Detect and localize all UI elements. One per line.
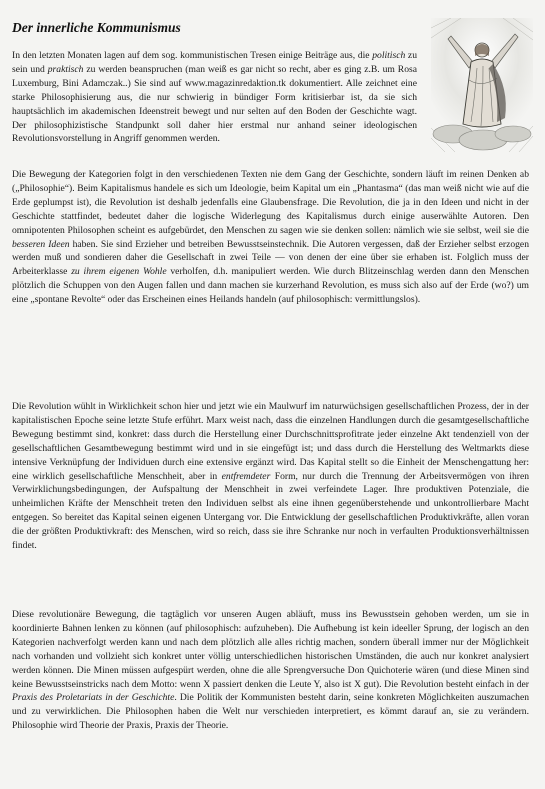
emphasis-besseren-ideen: besseren Ideen bbox=[12, 238, 70, 250]
paragraph-intro bbox=[12, 49, 417, 146]
text-run: . Die Politik der Kommunisten besteht darin, seine konkreten Möglichkeiten auszumachen und zu verwirklichen. Die Philosophen haben die Welt nur verschieden interpretiert, es kömmt darauf an, sie zu verändern. Philosophie wird Theorie der Praxis, Praxis der Theorie. bbox=[12, 692, 529, 732]
paragraph-kategorien bbox=[12, 168, 529, 307]
text-run: verholfen, d.h. manipuliert werden. Wie durch Blitzeinschlag werden dann den Menschen plötzlich die Schuppen von den Augen fallen und dann machen sie kurzerhand Revolution, es muss sich also auf der Erde (wo?) um eine „spontane Revolte“ oder das Erscheinen eines Heilands handeln (auf philosophisch: vermittlungslos). bbox=[12, 266, 529, 306]
emphasis-praktisch: praktisch bbox=[47, 63, 84, 75]
article-title: Der innerliche Kommunismus bbox=[12, 20, 181, 35]
text-run: In den letzten Monaten lagen auf dem sog. kommunistischen Tresen einige Beiträge aus, die bbox=[12, 50, 373, 61]
text-run: Form, nur durch die Trennung der Arbeitsvermögen von ihren Verwirklichungsbedingungen, der Aufspaltung der Menschheit in zwei verfeindete Lager. Ihre produktiven Potenziale, die unheimlichen Kräfte der Menschheit treten den Individuen selbst als eine ihnen gegenüberstehende und unkontrollierbare Macht entgegen. So bereitet das Kapital seinen eigenen Untergang vor. Die Entwicklung der gesellschaftlichen Produktivkräfte, allen voran die der größten Produktivkraft: des Menschen, wird so reich, dass sie ihre Schranke nur noch in verfaulten Produktionsverhältnissen findet. bbox=[12, 470, 529, 552]
text-run: zu werden beanspruchen (man weiß es gar nicht so recht, aber es ging z.B. um Rosa Luxemburg, Bini Adamczak..) Sie sind auf www.magazinredaktion.tk dokumentiert. Alle zeichnet eine starke Philosophisierung aus, die nur schwierig in bündiger Form kritisierbar ist, da sie sich hauptsächlich im akademischen Ideenstreit bewegt und nur selten auf den Boden der Geschichte wagt. Der philosophizistische Standpunkt soll daher hier erstmal nur anhand seiner ideologischen Revolutionsvorstellung in Angriff genommen werden. bbox=[12, 63, 417, 145]
ascending-christ-illustration bbox=[431, 18, 533, 152]
emphasis-entfremdeter: entfremdeter bbox=[221, 470, 271, 482]
emphasis-praxis-proletariat: Praxis des Proletariats in der Geschichte bbox=[12, 692, 175, 704]
emphasis-politisch: politisch bbox=[372, 50, 406, 61]
text-run: zu sein und bbox=[12, 50, 417, 75]
text-run: Die Bewegung der Kategorien folgt in den verschiedenen Texten nie dem Gang der Geschichte, sondern läuft im reinen Denken ab („Philosophie“). Beim Kapitalismus handele es sich um Ideologie, beim Kapital um ein „Phantasma“ (das man weiß nicht wie auf die Erde geplumpst ist), die Revolution ist deshalb jedenfalls eine Glaubensfrage. Die Revolution, die ja in den Ideen und nicht in der Geschichte stattfindet, bedeutet daher die logische Widerlegung des Kapitalismus durch einige auserwählte Autoren. Den omnipotenten Philosophen scheint es aufgebürdet, den Menschen zu sagen wie sie denken sollen: nämlich wie sie selbst, weil sie die bbox=[12, 169, 529, 236]
text-run: Diese revolutionäre Bewegung, die tagtäglich vor unseren Augen abläuft, muss ins Bewusstsein gehoben werden, um sie in koordinierte Bahnen lenken zu können (auf philosophisch: aufzuheben). Die Aufhebung ist kein ideeller Sprung, der logisch an den Kategorien nachverfolgt werden kann und nach dem plötzlich alle alles richtig machen, sondern überall immer nur der Möglichkeit nach vorhanden und vollzieht sich konkret unter völlig unterschiedlichen historischen Umständen, die auch nur konkret analysiert werden können. Die Minen müssen aufgespürt werden, ohne die alle Sprengversuche Don Quichoterie wären (und diese Minen sind keine Bewusstseinstricks nach dem Motto: wenn X passiert denken die Leute Y, also ist X gut). Die Revolution besteht einfach in der bbox=[12, 609, 529, 690]
paragraph-maulwurf bbox=[12, 400, 529, 553]
text-run: haben. Sie sind Erzieher und betreiben Bewusstseinstechnik. Die Autoren vergessen, daß der Erzieher selbst erzogen werden muß und sondieren daher die Gesellschaft in zwei Teile — von denen der eine über sie erhaben ist. Folglich muss der Arbeiterklasse bbox=[12, 238, 529, 278]
emphasis-eigenen-wohle: zu ihrem eigenen Wohle bbox=[71, 266, 167, 278]
text-run: Die Revolution wühlt in Wirklichkeit schon hier und jetzt wie ein Maulwurf im naturwüchsigen gesellschaftlichen Prozess, der in der kapitalistischen Epoche seine letzte Stufe erführt. Marx weist nach, dass die einzelnen Handlungen durch die gesamtgesellschaftliche Bewegung bestimmt sind, konkret: dass durch die Herstellung einer Durchschnittsprofitrate jeder einzelne Akt tendenziell von der gesellschaftlichen Gesamtbewegung bestimmt wird und in sie eingefügt ist; und dass durch die Herstellung des Weltmarkts diese intensive Verknüpfung der Individuen durch eine extensive ergänzt wird. Das Kapital stellt so die Einheit der Menschengattung her: eine wirklich gesellschaftliche Menschheit, aber in bbox=[12, 401, 529, 482]
paragraph-praxis bbox=[12, 608, 529, 733]
